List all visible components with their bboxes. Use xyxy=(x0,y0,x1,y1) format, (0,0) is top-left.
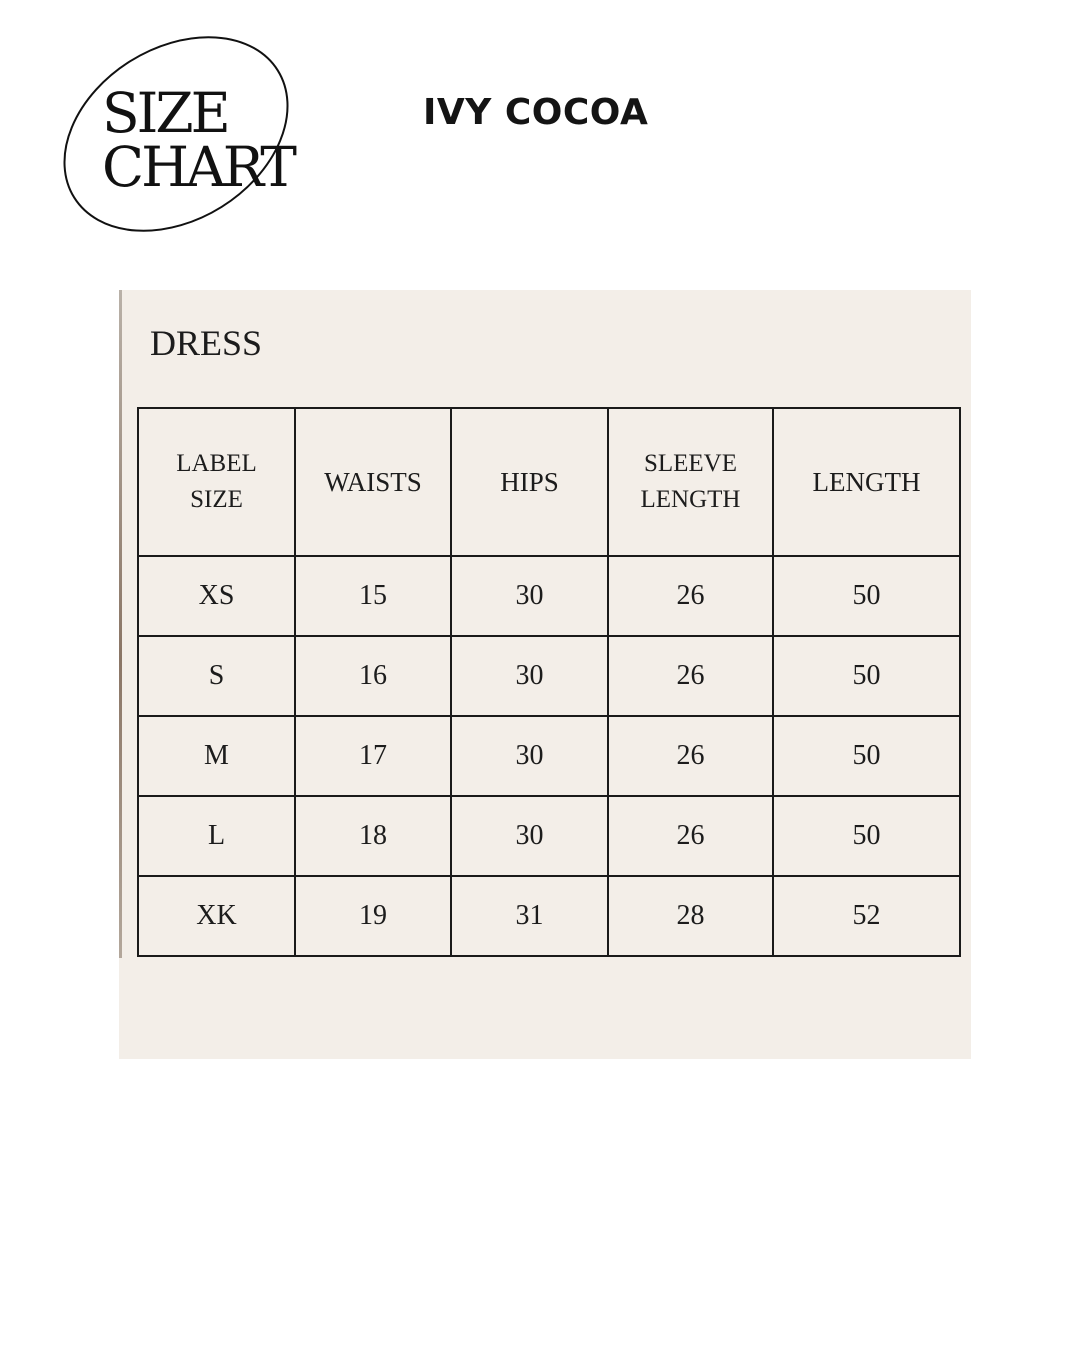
table-cell: S xyxy=(138,636,295,716)
header-text: HIPS xyxy=(500,467,559,497)
panel-edge xyxy=(119,290,122,958)
size-table xyxy=(137,407,961,957)
table-cell: 30 xyxy=(451,556,608,636)
table-cell: 28 xyxy=(608,876,773,956)
header-text: WAISTS xyxy=(324,467,422,497)
table-row xyxy=(138,556,960,636)
table-cell: 30 xyxy=(451,636,608,716)
table-cell: XK xyxy=(138,876,295,956)
header-waist xyxy=(295,408,451,556)
table-cell: 18 xyxy=(295,796,451,876)
table-row xyxy=(138,716,960,796)
header-text: SLEEVE xyxy=(643,450,738,477)
header-text: LABEL xyxy=(176,450,257,477)
logo-line-chart: CHART xyxy=(102,135,294,199)
header-text: LENGTH xyxy=(812,467,921,497)
table-cell: 50 xyxy=(773,636,960,716)
panel-title: DRESS xyxy=(150,323,263,363)
header-sleeve-length xyxy=(608,408,773,556)
table-cell: 50 xyxy=(773,796,960,876)
table-cell: 30 xyxy=(451,796,608,876)
logo-line-size: SIZE xyxy=(102,81,228,145)
table-header-row xyxy=(138,408,960,556)
table-cell: 50 xyxy=(773,716,960,796)
table-cell: 26 xyxy=(608,796,773,876)
table-row xyxy=(138,796,960,876)
brand-name: IVY COCOA xyxy=(423,92,649,133)
header-hips xyxy=(451,408,608,556)
table-cell: 17 xyxy=(295,716,451,796)
header-text: SIZE xyxy=(190,486,243,513)
header-text: LENGTH xyxy=(640,486,741,513)
table-cell: 15 xyxy=(295,556,451,636)
table-cell: 26 xyxy=(608,716,773,796)
table-cell: L xyxy=(138,796,295,876)
table-cell: 19 xyxy=(295,876,451,956)
table-row xyxy=(138,636,960,716)
table-cell: 31 xyxy=(451,876,608,956)
table-cell: 26 xyxy=(608,636,773,716)
size-chart-logo xyxy=(60,34,300,239)
header-label-size xyxy=(138,408,295,556)
table-cell: XS xyxy=(138,556,295,636)
table-cell: 50 xyxy=(773,556,960,636)
table-row xyxy=(138,876,960,956)
table-cell: 26 xyxy=(608,556,773,636)
table-cell: 16 xyxy=(295,636,451,716)
table-cell: M xyxy=(138,716,295,796)
table-cell: 52 xyxy=(773,876,960,956)
header-length xyxy=(773,408,960,556)
table-cell: 30 xyxy=(451,716,608,796)
